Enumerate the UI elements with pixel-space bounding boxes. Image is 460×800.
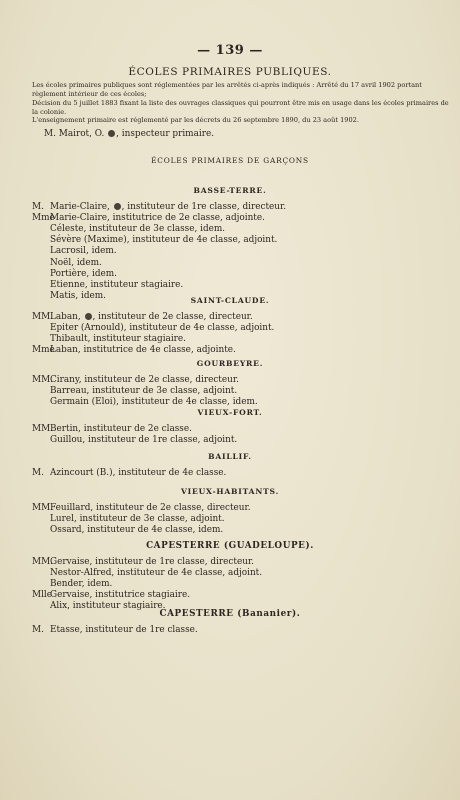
staff-line <box>32 503 251 513</box>
staff-line <box>32 557 254 567</box>
honorific: Mlle <box>32 590 53 601</box>
staff-line <box>32 224 225 234</box>
staff-text: Nestor-Alfred, instituteur de 4e classe, adjoint. <box>50 568 263 579</box>
note-1: Les écoles primaires publiques sont réglementées par les arrêtés ci-après indiqués : Arrêté du 17 avril 1902 portant règlement intérieur de ces écoles; <box>32 81 422 98</box>
honorific: MM. <box>32 424 53 434</box>
staff-line <box>32 435 237 445</box>
staff-text: Azincourt (B.), instituteur de 4e classe. <box>50 468 227 478</box>
staff-text-rest: , instituteur de 1re classe, directeur. <box>121 202 287 212</box>
staff-line <box>32 235 277 245</box>
staff-text: Epiter (Arnould), instituteur de 4e classe, adjoint. <box>50 323 275 334</box>
staff-line <box>32 375 239 385</box>
inspector-prefix: M. Mairot, O. <box>44 129 105 139</box>
staff-line <box>32 625 198 635</box>
staff-text: Lacrosil, idem. <box>50 246 117 257</box>
inspector-suffix: , inspecteur primaire. <box>116 129 215 139</box>
staff-line <box>32 269 117 279</box>
honorific: M. <box>32 468 44 478</box>
staff-text: Barreau, instituteur de 3e classe, adjoint. <box>50 386 238 397</box>
staff-text: Cirany, instituteur de 2e classe, directeur. <box>50 375 239 385</box>
honorific: MM. <box>32 503 53 513</box>
staff-line <box>32 280 183 290</box>
staff-text: Feuillard, instituteur de 2e classe, directeur. <box>50 503 251 513</box>
subtitle: ÉCOLES PRIMAIRES DE GARÇONS <box>151 156 309 165</box>
staff-text: Matis, idem. <box>50 290 106 301</box>
section-heading: CAPESTERRE (Bananier). <box>159 609 301 619</box>
staff-text: Guillou, instituteur de 1re classe, adjoint. <box>50 435 238 446</box>
staff-line <box>32 334 186 344</box>
staff-line <box>32 397 258 407</box>
staff-text: Marie-Claire, <box>50 202 110 212</box>
page-number: — 139 — <box>197 43 263 58</box>
staff-line <box>32 202 286 212</box>
staff-line <box>32 386 237 396</box>
staff-text: Alix, instituteur stagiaire. <box>50 601 166 612</box>
staff-line <box>32 468 226 478</box>
section-heading: BASSE-TERRE. <box>193 186 267 195</box>
staff-line <box>32 323 274 333</box>
honorific: Mme <box>32 345 55 356</box>
honorific: Mme <box>32 213 55 224</box>
staff-text: Etienne, instituteur stagiaire. <box>50 279 184 290</box>
staff-line <box>32 345 236 355</box>
staff-text: Sévère (Maxime), instituteur de 4e classe, adjoint. <box>50 235 278 246</box>
honorific: M. <box>32 202 44 212</box>
honorific: MM. <box>32 375 53 385</box>
staff-line <box>32 213 265 223</box>
staff-line <box>32 514 225 524</box>
staff-line <box>32 258 102 268</box>
staff-text: Marie-Claire, institutrice de 2e classe, adjointe. <box>50 213 265 224</box>
staff-line <box>32 525 223 535</box>
staff-line <box>32 590 190 600</box>
staff-text: Lurel, instituteur de 3e classe, adjoint. <box>50 514 225 525</box>
staff-text: Gervaise, institutrice stagiaire. <box>50 590 191 601</box>
staff-text: Germain (Eloi), instituteur de 4e classe, idem. <box>50 397 258 408</box>
staff-text: Noël, idem. <box>50 257 102 268</box>
staff-line <box>32 312 253 322</box>
staff-text: Thibault, instituteur stagiaire. <box>50 334 186 345</box>
section-heading: CAPESTERRE (GUADELOUPE). <box>146 541 314 551</box>
staff-text: Ossard, instituteur de 4e classe, idem. <box>50 525 224 536</box>
staff-text: Laban, <box>50 312 81 322</box>
staff-line <box>32 424 192 434</box>
section-heading: VIEUX-FORT. <box>197 408 263 417</box>
note-3: L'enseignement primaire est réglementé par les décrets du 26 septembre 1890, du 23 août 1902. <box>32 116 359 124</box>
legion-honneur-icon <box>85 313 92 320</box>
legion-honneur-icon <box>114 203 121 210</box>
staff-text: Portière, idem. <box>50 268 117 279</box>
staff-text: Céleste, instituteur de 3e classe, idem. <box>50 224 226 235</box>
honorific: MM. <box>32 557 53 567</box>
page-title: ÉCOLES PRIMAIRES PUBLIQUES. <box>128 66 332 78</box>
staff-line <box>32 246 117 256</box>
staff-text: Etasse, instituteur de 1re classe. <box>50 625 198 635</box>
staff-text: Bertin, instituteur de 2e classe. <box>50 424 192 434</box>
section-heading: BAILLIF. <box>208 452 252 461</box>
section-heading: SAINT-CLAUDE. <box>190 296 270 305</box>
staff-text: Bender, idem. <box>50 579 113 590</box>
honorific: MM. <box>32 312 53 322</box>
staff-line <box>32 568 262 578</box>
section-heading: GOURBEYRE. <box>196 359 264 368</box>
legion-honneur-icon <box>108 130 115 137</box>
honorific: M. <box>32 625 44 635</box>
inspector-line <box>44 129 214 139</box>
staff-text: Laban, institutrice de 4e classe, adjointe. <box>50 345 236 356</box>
staff-text: Gervaise, instituteur de 1re classe, directeur. <box>50 557 254 567</box>
staff-line <box>32 579 112 589</box>
note-2: Décision du 5 juillet 1883 fixant la liste des ouvrages classiques qui pourront être mis en usage dans les écoles primaires de la colonie. <box>32 99 449 116</box>
staff-text-rest: , instituteur de 2e classe, directeur. <box>92 312 253 322</box>
section-heading: VIEUX-HABITANTS. <box>180 487 280 496</box>
